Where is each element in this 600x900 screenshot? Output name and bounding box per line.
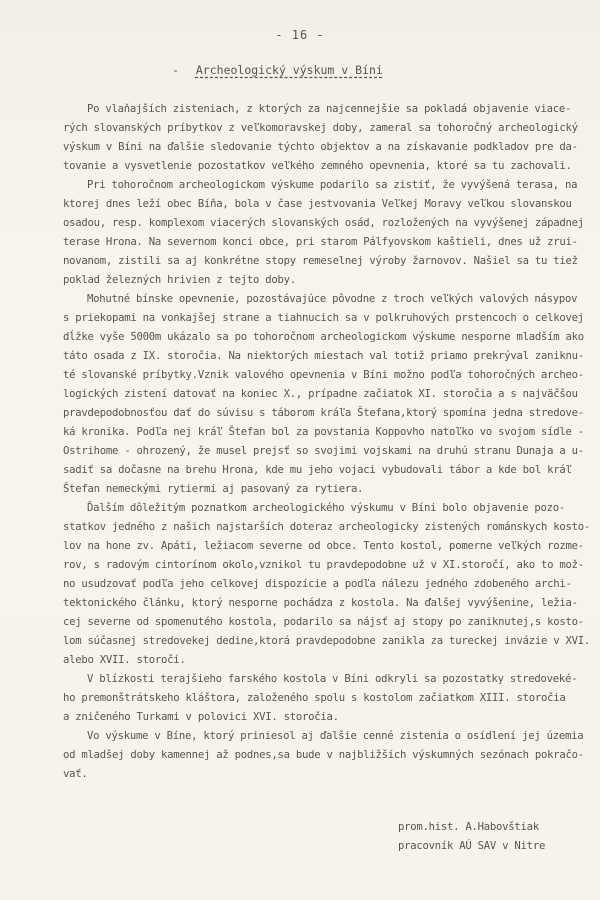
text-line: dĺžke vyše 5000m ukázalo sa po tohoročnom archeologickom výskume nesporne mladším ako <box>63 331 584 343</box>
document-title <box>172 63 383 77</box>
text-line: cej severne od spomenutého kostola, podarilo sa nájsť aj stopy po zaniknutej,s kosto- <box>63 616 584 628</box>
text-line: statkov jedného z našich najstarších doteraz archeologicky zistených románskych kosto- <box>63 521 591 533</box>
text-line: pravdepodobnosťou dať do súvisu s táborom kráľa Štefana,ktorý spomína jedna stredove- <box>63 407 584 419</box>
text-line: alebo XVII. storočí. <box>63 654 186 666</box>
text-line: ho premonštrátskeho kláštora, založeného spolu s kostolom začiatkom XIII. storočia <box>63 692 566 704</box>
text-line: no usudzovať podľa jeho celkovej dispozície a podľa nálezu jedného zdobeného archi- <box>63 578 572 590</box>
text-line: Vo výskume v Bíne, ktorý priniesol aj ďalšie cenné zistenia o osídlení jej územia <box>87 730 584 742</box>
text-line: vať. <box>63 768 88 780</box>
text-line: s priekopami na vonkajšej strane a tiahnucich sa v polkruhových prstencoch o celkovej <box>63 312 584 324</box>
text-line: od mladšej doby kamennej až podnes,sa bude v najbližších výskumných sezónach pokračo- <box>63 749 584 761</box>
text-line: Ďalším dôležitým poznatkom archeologického výskumu v Bíni bolo objavenie pozo- <box>87 502 565 514</box>
text-line: tovanie a vysvetlenie pozostatkov veľkého zemného opevnenia, ktoré sa tu zachovali. <box>63 160 572 172</box>
text-line: poklad železných hrivien z tejto doby. <box>63 274 296 286</box>
signature-block <box>398 818 545 856</box>
text-line: sadiť sa dočasne na brehu Hrona, kde mu jeho vojaci vybudovali tábor a kde bol kráľ <box>63 464 572 476</box>
text-line: tektonického článku, ktorý nesporne pochádza z kostola. Na ďalšej vyvýšenine, ležia- <box>63 597 578 609</box>
text-line: rov, s radovým cintorínom okolo,vznikol tu pravdepodobne už v XI.storočí, ako to mož- <box>63 559 584 571</box>
body-text <box>63 100 591 784</box>
text-line: osadou, resp. komplexom viacerých slovanských osád, rozložených na vyvýšenej západnej <box>63 217 584 229</box>
text-line: Po vlaňajších zisteniach, z ktorých za najcennejšie sa pokladá objavenie viace- <box>87 103 572 115</box>
text-line: Ostrihome - ohrozený, že musel prejsť so svojimi vojskami na druhú stranu Dunaja a u- <box>63 445 584 457</box>
text-line: rých slovanských príbytkov z veľkomoravskej doby, zameral sa tohoročný archeologický <box>63 122 578 134</box>
title-dash: - <box>172 63 179 77</box>
text-line: V blízkosti terajšieho farského kostola v Bíni odkryli sa pozostatky stredoveké- <box>87 673 578 685</box>
text-line: výskum v Bíni na ďalšie sledovanie týchto objektov a na získavanie podkladov pre da- <box>63 141 578 153</box>
text-line: lom súčasnej stredovekej dedine,ktorá pravdepodobne zanikla za tureckej invázie v XVI. <box>63 635 591 647</box>
text-line: novanom, zistili sa aj konkrétne stopy remeselnej výroby žarnovov. Našiel sa tu tiež <box>63 255 578 267</box>
text-line: Štefan nemeckými rytiermi aj pasovaný za rytiera. <box>63 483 364 495</box>
text-line: ktorej dnes leží obec Bíňa, bola v čase jestvovania Veľkej Moravy veľkou slovanskou <box>63 198 572 210</box>
signature-affiliation: pracovník AÚ SAV v Nitre <box>398 840 546 852</box>
text-line: lov na hone zv. Apáti, ležiacom severne od obce. Tento kostol, pomerne veľkých rozme- <box>63 540 584 552</box>
title-text: Archeologický výskum v Bíni <box>195 63 383 77</box>
page-number: - 16 - <box>275 28 325 42</box>
text-line: táto osada z IX. storočia. Na niektorých miestach val totiž priamo prekrýval zaniknu- <box>63 350 584 362</box>
text-line: té slovanské príbytky.Vznik valového opevnenia v Bíni možno podľa tohoročných archeo- <box>63 369 584 381</box>
text-line: Mohutné bínske opevnenie, pozostávajúce pôvodne z troch veľkých valových násypov <box>87 293 578 305</box>
text-line: logických zistení datovať na koniec X., prípadne začiatok XI. storočia a s najväčšou <box>63 388 578 400</box>
text-line: a zničeného Turkami v polovici XVI. storočia. <box>63 711 339 723</box>
text-line: ká kronika. Podľa nej kráľ Štefan bol za povstania Koppovho natoľko vo svojom sídle - <box>63 426 584 438</box>
signature-name: prom.hist. A.Habovštiak <box>398 821 539 833</box>
text-line: Pri tohoročnom archeologickom výskume podarilo sa zistiť, že vyvýšená terasa, na <box>87 179 578 191</box>
text-line: terase Hrona. Na severnom konci obce, pri starom Pálfyovskom kaštieli, dnes už zrui- <box>63 236 578 248</box>
